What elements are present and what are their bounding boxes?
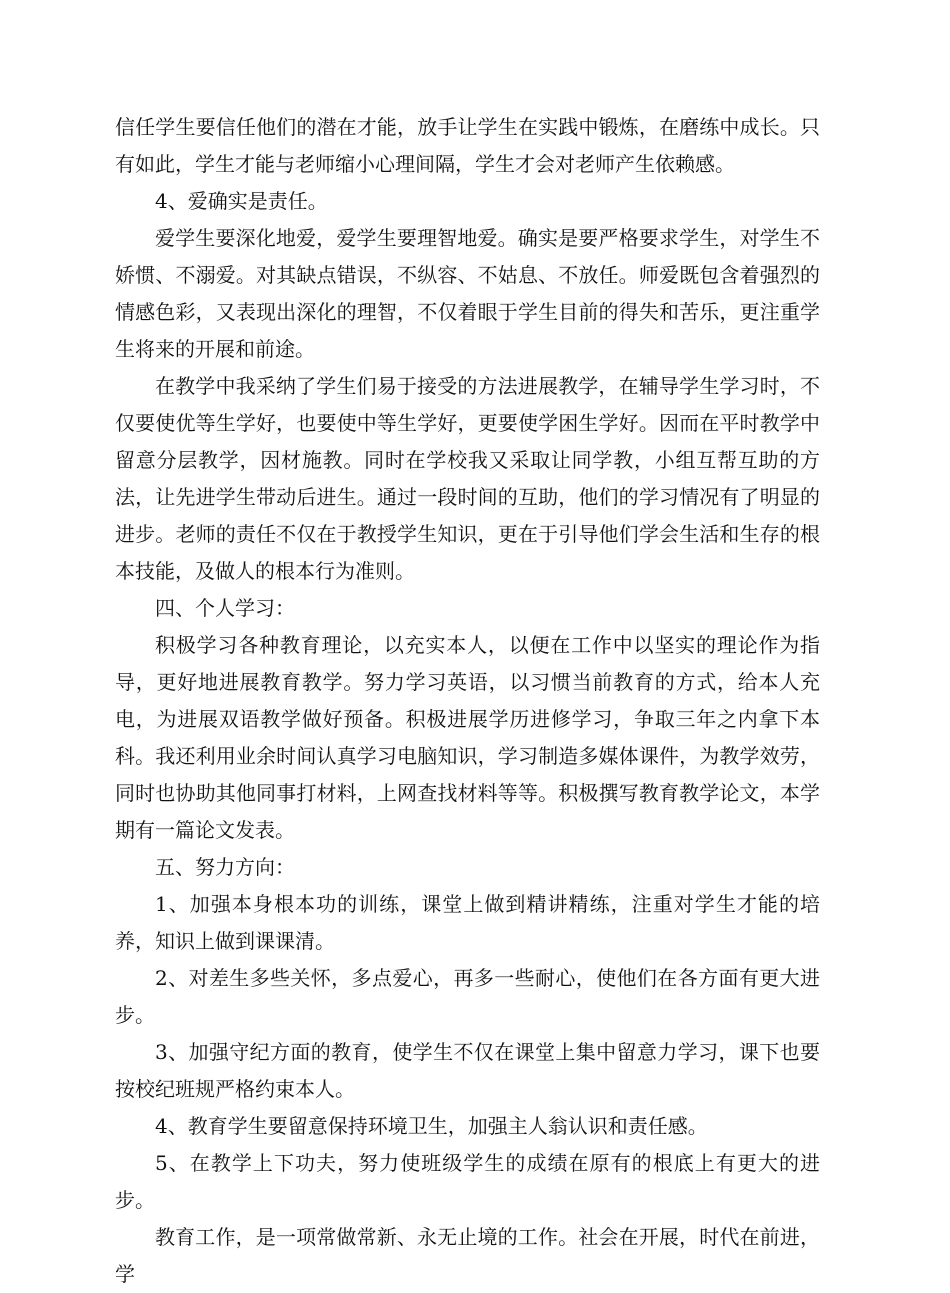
- document-body: [115, 109, 820, 1293]
- paragraph-education-work: 教育工作，是一项常做常新、永无止境的工作。社会在开展，时代在前进，学: [115, 1225, 820, 1286]
- paragraph-personal-study: 积极学习各种教育理论，以充实本人，以便在工作中以坚实的理论作为指导，更好地进展教育教学。努力学习英语，以习惯当前教育的方式，给本人充电，为进展双语教学做好预备。积极进展学历进修学习，争取三年之内拿下本科。我还利用业余时间认真学习电脑知识，学习制造多媒体课件，为教学效劳，同时也协助其他同事打材料，上网查找材料等等。积极撰写教育教学论文，本学期有一篇论文发表。: [115, 633, 820, 842]
- paragraph-love-students: 爱学生要深化地爱，爱学生要理智地爱。确实是要严格要求学生，对学生不娇惯、不溺爱。对其缺点错误，不纵容、不姑息、不放任。师爱既包含着强烈的情感色彩，又表现出深化的理智，不仅着眼于学生目前的得失和苦乐，更注重学生将来的开展和前途。: [115, 226, 820, 361]
- heading-personal-study: 四、个人学习：: [155, 596, 295, 620]
- paragraph-teaching-methods: 在教学中我采纳了学生们易于接受的方法进展教学，在辅导学生学习时，不仅要使优等生学好，也要使中等生学好，更要使学困生学好。因而在平时教学中留意分层教学，因材施教。同时在学校我又采取让同学教，小组互帮互助的方法，让先进学生带动后进生。通过一段时间的互助，他们的学习情况有了明显的进步。老师的责任不仅在于教授学生知识，更在于引导他们学会生活和生存的根本技能，及做人的根本行为准则。: [115, 374, 820, 583]
- list-item-effort-1: 1、加强本身根本功的训练，课堂上做到精讲精练，注重对学生才能的培养，知识上做到课课清。: [115, 892, 820, 953]
- list-item-effort-5: 5、在教学上下功夫，努力使班级学生的成绩在原有的根底上有更大的进步。: [115, 1151, 820, 1212]
- paragraph-trust-students: 信任学生要信任他们的潜在才能，放手让学生在实践中锻炼，在磨练中成长。只有如此，学生才能与老师缩小心理间隔，学生才会对老师产生依赖感。: [115, 115, 820, 176]
- heading-love-is-responsibility: 4、爱确实是责任。: [155, 189, 328, 213]
- list-item-effort-2: 2、对差生多些关怀，多点爱心，再多一些耐心，使他们在各方面有更大进步。: [115, 966, 820, 1027]
- list-item-effort-4: 4、教育学生要留意保持环境卫生，加强主人翁认识和责任感。: [155, 1114, 708, 1138]
- list-item-effort-3: 3、加强守纪方面的教育，使学生不仅在课堂上集中留意力学习，课下也要按校纪班规严格约束本人。: [115, 1040, 820, 1101]
- heading-direction-of-effort: 五、努力方向：: [155, 855, 295, 879]
